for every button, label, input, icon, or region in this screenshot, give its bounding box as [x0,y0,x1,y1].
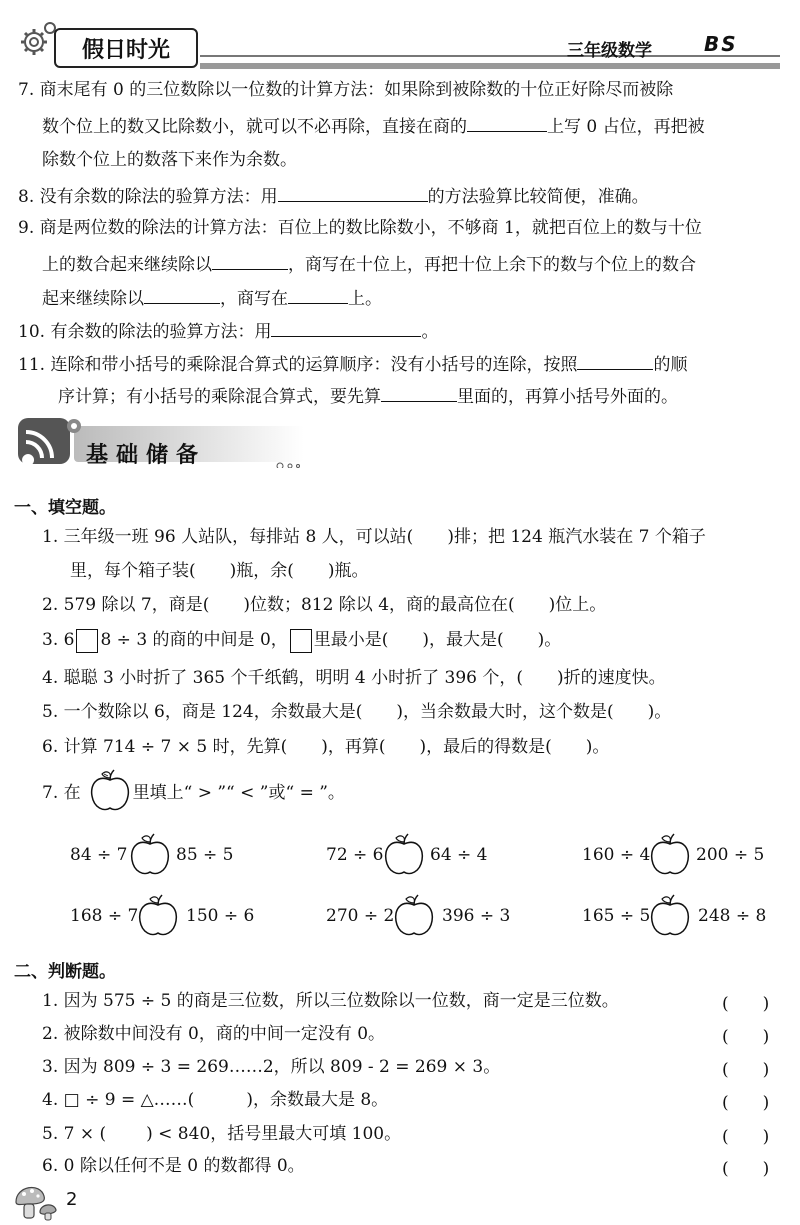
header-rule-thick [200,63,780,69]
header-grade: 三年级数学 [567,41,652,61]
judge-item-1: 1. 因为 575 ÷ 5 的商是三位数，所以三位数除以一位数，商一定是三位数。 [42,991,619,1011]
answer-blank[interactable] [381,383,457,402]
judge-item-5: 5. 7 × ( ) < 840，括号里最大可填 100。 [42,1124,402,1144]
apple-icon[interactable] [390,891,438,939]
review-item-7-line3: 除数个位上的数落下来作为余数。 [42,150,297,170]
judge-item-4: 4. □ ÷ 9 = △……( )，余数最大是 8。 [42,1090,389,1110]
review-item-11-line1: 11. 连除和带小括号的乘除混合算式的运算顺序：没有小括号的连除，按照 的顺 [18,351,687,377]
fill-question-5: 5. 一个数除以 6，商是 124，余数最大是( )，当余数最大时，这个数是( )。 [42,702,672,722]
answer-blank[interactable] [278,183,428,202]
header-rule [200,55,780,57]
apple-icon[interactable] [126,830,174,878]
header-title: 假日时光 [54,28,198,68]
compare-right: 150 ÷ 6 [186,906,255,926]
compare-right: 64 ÷ 4 [430,845,488,865]
page-number: 2 [66,1189,78,1210]
mushroom-icon [10,1178,64,1222]
compare-left: 270 ÷ 2 [326,906,395,926]
compare-right: 85 ÷ 5 [176,845,234,865]
judge-answer-paren[interactable]: ( ) [722,1027,770,1047]
apple-icon[interactable] [134,891,182,939]
fill-question-3: 3. 6 8 ÷ 3 的商的中间是 0， 里最小是( )，最大是( )。 [42,628,561,653]
apple-icon[interactable] [86,766,134,814]
compare-left: 168 ÷ 7 [70,906,139,926]
compare-left: 72 ÷ 6 [326,845,384,865]
answer-blank[interactable] [271,318,421,337]
judge-item-6: 6. 0 除以任何不是 0 的数都得 0。 [42,1156,305,1176]
answer-blank[interactable] [144,285,220,304]
compare-right: 248 ÷ 8 [698,906,767,926]
judge-answer-paren[interactable]: ( ) [722,994,770,1014]
fill-question-4: 4. 聪聪 3 小时折了 365 个千纸鹤，明明 4 小时折了 396 个，( )折的速度快。 [42,668,666,688]
digit-box[interactable] [290,629,312,653]
judge-answer-paren[interactable]: ( ) [722,1093,770,1113]
fill-question-2: 2. 579 除以 7，商是( )位数；812 除以 4，商的最高位在( )位上。 [42,595,607,615]
digit-box[interactable] [76,629,98,653]
compare-left: 160 ÷ 4 [582,845,651,865]
judge-answer-paren[interactable]: ( ) [722,1127,770,1147]
answer-blank[interactable] [577,351,653,370]
judge-answer-paren[interactable]: ( ) [722,1060,770,1080]
judge-item-3: 3. 因为 809 ÷ 3 = 269……2，所以 809 - 2 = 269 × 3。 [42,1057,501,1077]
review-item-7-line2: 数个位上的数又比除数小，就可以不必再除，直接在商的 上写 0 占位，再把被 [42,113,705,139]
review-item-7-line1: 7. 商末尾有 0 的三位数除以一位数的计算方法：如果除到被除数的十位正好除尽而被除 [18,80,674,100]
fill-question-1-line1: 1. 三年级一班 96 人站队，每排站 8 人，可以站( )排；把 124 瓶汽水装在 7 个箱子 [42,527,706,547]
answer-blank[interactable] [288,285,348,304]
answer-blank[interactable] [467,113,547,132]
header-edition: BS [704,32,738,56]
apple-icon[interactable] [646,830,694,878]
apple-icon[interactable] [646,891,694,939]
part2-heading: 二、判断题。 [14,962,116,982]
compare-left: 84 ÷ 7 [70,845,128,865]
compare-left: 165 ÷ 5 [582,906,651,926]
review-item-9-line1: 9. 商是两位数的除法的计算方法：百位上的数比除数小，不够商 1，就把百位上的数与十位 [18,218,702,238]
review-item-9-line2: 上的数合起来继续除以 ，商写在十位上，再把十位上余下的数与个位上的数合 [42,251,696,277]
fill-question-6: 6. 计算 714 ÷ 7 × 5 时，先算( )，再算( )，最后的得数是( )。 [42,737,610,757]
section-title: 基础储备 [86,443,207,468]
apple-icon[interactable] [380,830,428,878]
review-item-10: 10. 有余数的除法的验算方法：用 。 [18,318,438,344]
review-item-9-line3: 起来继续除以 ，商写在 上。 [42,285,382,311]
answer-blank[interactable] [212,251,288,270]
review-item-11-line2: 序计算；有小括号的乘除混合算式，要先算 里面的，再算小括号外面的。 [58,383,678,409]
fill-question-1-line2: 里，每个箱子装( )瓶，余( )瓶。 [70,561,369,581]
review-item-8: 8. 没有余数的除法的验算方法：用 的方法验算比较简便，准确。 [18,183,649,209]
judge-answer-paren[interactable]: ( ) [722,1159,770,1179]
compare-right: 396 ÷ 3 [442,906,511,926]
judge-item-2: 2. 被除数中间没有 0，商的中间一定没有 0。 [42,1024,386,1044]
part1-heading: 一、填空题。 [14,498,116,518]
compare-right: 200 ÷ 5 [696,845,765,865]
fill-question-7-instruction: 7. 在 里填上“ > ”“ < ”或“ = ”。 [42,783,345,803]
